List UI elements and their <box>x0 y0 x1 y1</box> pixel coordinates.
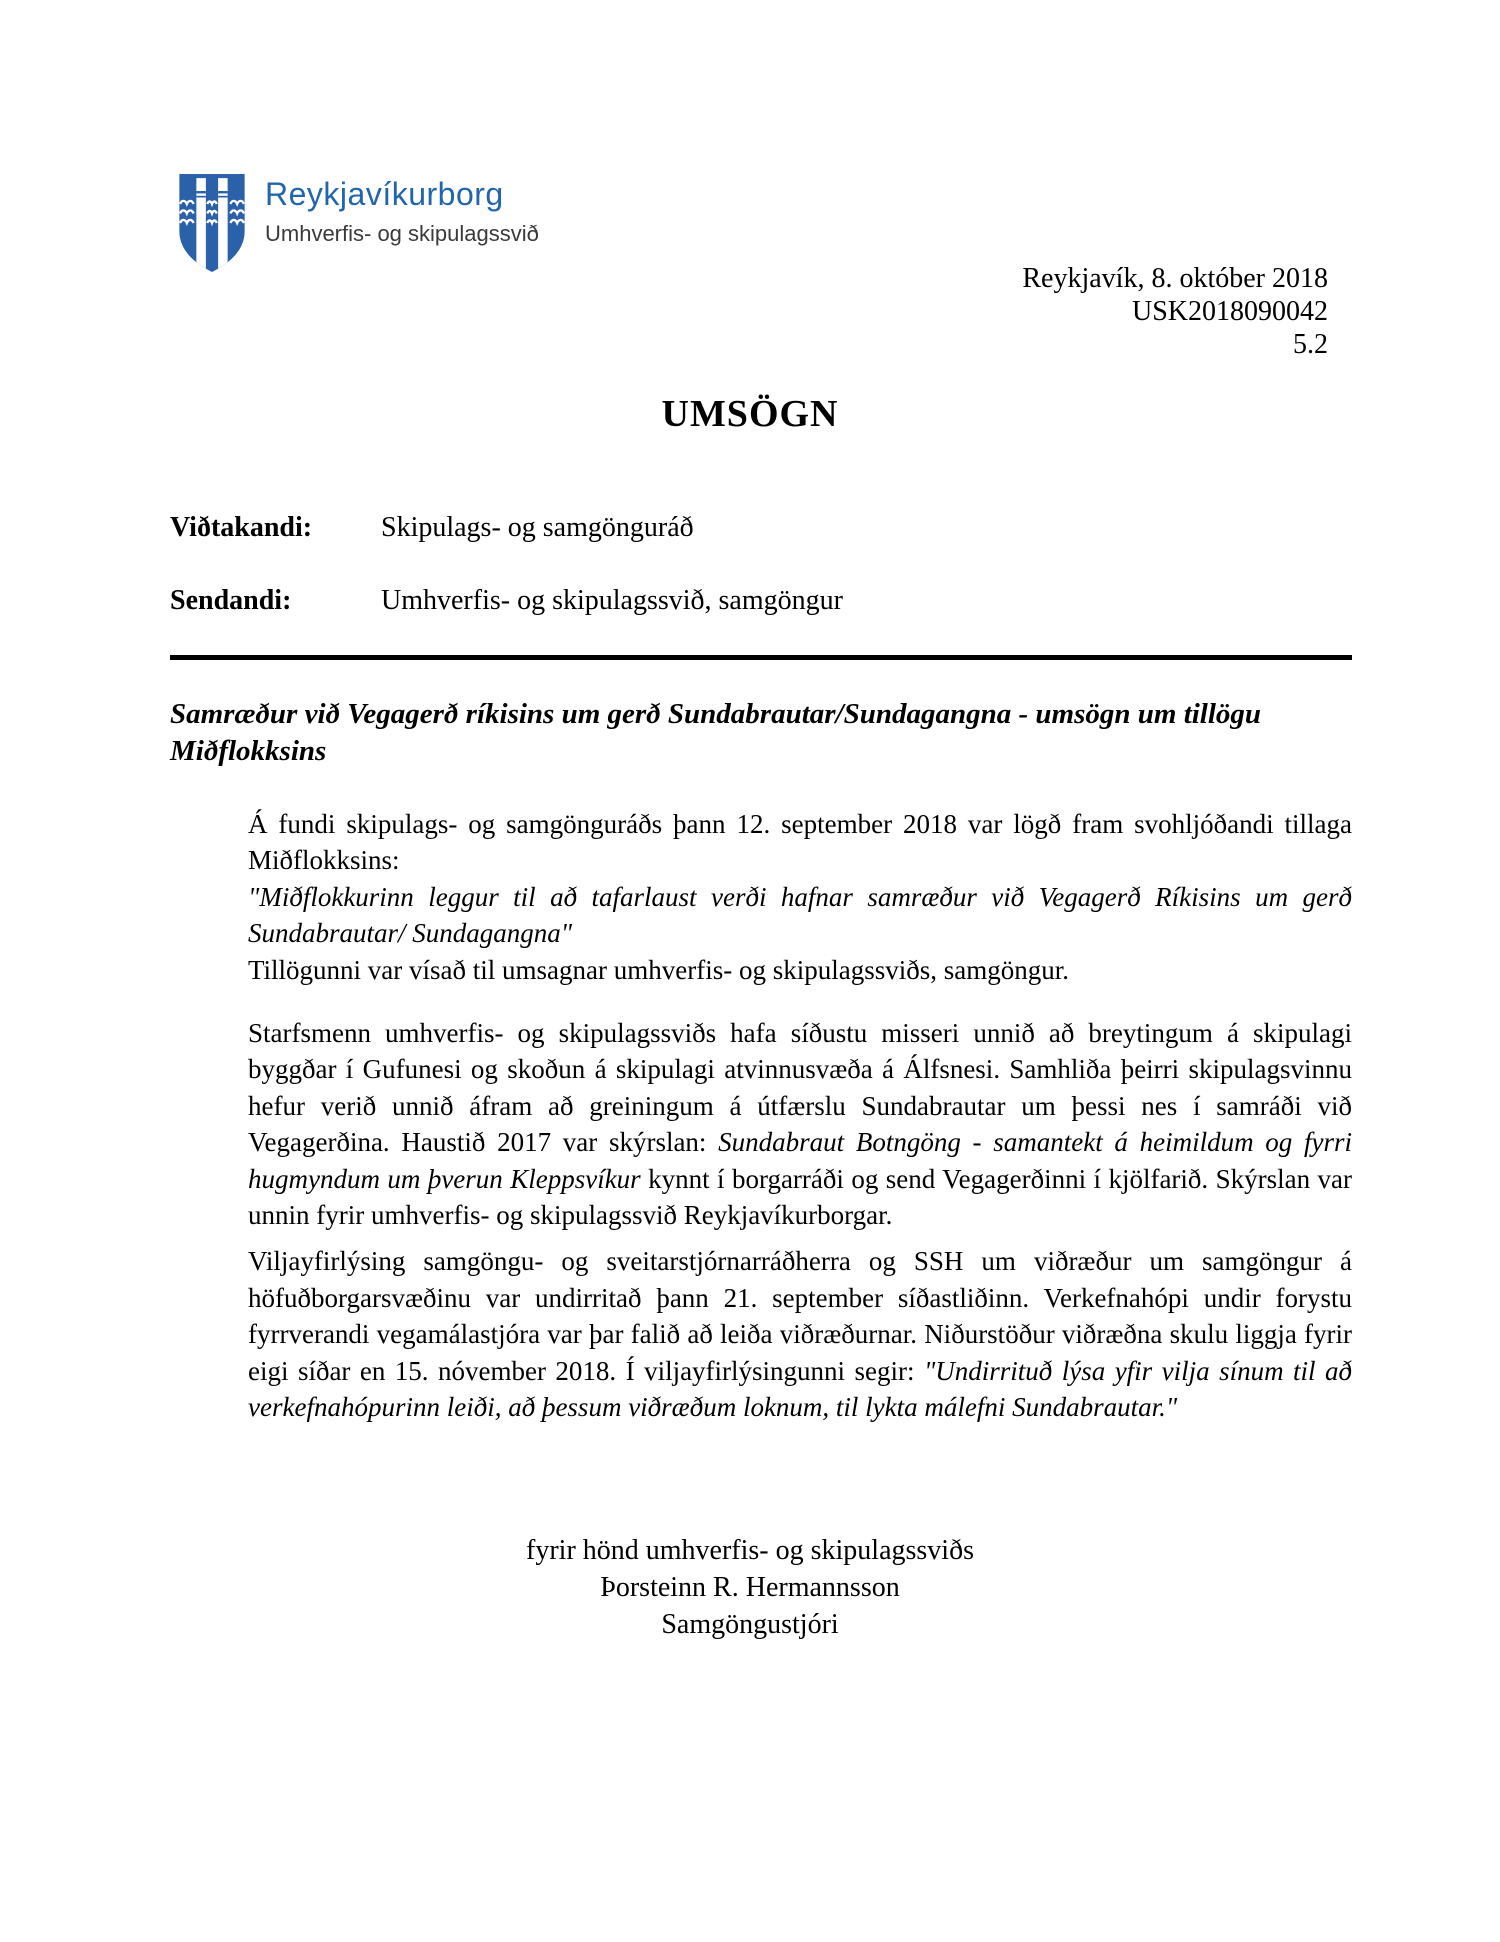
logo-department: Umhverfis- og skipulagssvið <box>265 221 539 246</box>
recipient-label: Viðtakandi: <box>170 512 313 543</box>
signature-on-behalf: fyrir hönd umhverfis- og skipulagssviðs <box>526 1535 974 1566</box>
logo-text <box>265 172 539 247</box>
paragraph-2 <box>248 1015 1352 1233</box>
sender-row <box>170 585 843 617</box>
paragraph-1-quote <box>248 879 1352 952</box>
paragraph-1-intro <box>248 806 1352 879</box>
divider-rule <box>170 655 1352 660</box>
paragraph-3-text: Viljayfirlýsing samgöngu- og sveitarstjórnarráðherra og SSH um viðræður um samgöngur á höfuðborgarsvæðinu var undirritað þann 21. september síðastliðinn. Verkefnahópi undir forystu fyrrverandi vegamálastjóra var þar falið að leiða viðræðurnar. Niðurstöður viðræðna skulu liggja fyrir eigi síðar en 15. nóvember 2018. Í viljayfirlýsingunni segir: <box>248 1246 1352 1386</box>
paragraph-1-quote-text: "Miðflokkurinn leggur til að tafarlaust verði hafnar samræður við Vegagerð Ríkisins um gerð Sundabrautar/ Sundagangna" <box>248 881 1352 949</box>
header-reference-block <box>1022 262 1328 361</box>
paragraph-2-report-title: Sundabraut Botngöng - samantekt á heimildum og fyrri hugmyndum um þverun Kleppsvíkur <box>248 1127 1352 1194</box>
signature-block <box>0 1532 1500 1643</box>
paragraph-2-text-2: kynnt í borgarráði og send Vegagerðinni í kjölfarið. Skýrslan var unnin fyrir umhverfis- og skipulagssvið Reykjavíkurborgar. <box>248 1163 1352 1231</box>
paragraph-2-text-1: Starfsmenn umhverfis- og skipulagssviðs hafa síðustu misseri unnið að breytingum á skipulagi byggðar í Gufunesi og skoðun á skipulagi atvinnusvæða á Álfsnesi. Samhliða þeirri skipulagsvinnu hefur verið unnið áfram að greiningum á útfærslu Sundabrautar um þessi nes í samráði við Vegagerðina. Haustið 2017 var skýrslan: <box>248 1018 1352 1158</box>
paragraph-3 <box>248 1243 1352 1425</box>
case-number: 5.2 <box>1293 329 1328 360</box>
paragraph-1-outro-text: Tillögunni var vísað til umsagnar umhverfis- og skipulagssviðs, samgöngur. <box>248 954 1069 985</box>
meta-block <box>170 512 843 658</box>
sender-label: Sendandi: <box>170 585 292 616</box>
paragraph-1-intro-text: Á fundi skipulags- og samgönguráðs þann 12. september 2018 var lögð fram svohljóðandi tillaga Miðflokksins: <box>248 809 1352 876</box>
place-date: Reykjavík, 8. október 2018 <box>1022 263 1328 294</box>
recipient-value: Skipulags- og samgönguráð <box>381 512 694 543</box>
logo-org-name: Reykjavíkurborg <box>265 176 504 212</box>
reference-number: USK2018090042 <box>1131 296 1328 327</box>
recipient-row <box>170 512 843 544</box>
logo <box>178 172 539 274</box>
reykjavik-coat-of-arms-icon <box>178 172 246 274</box>
subject-heading: Samræður við Vegagerð ríkisins um gerð Sundabrautar/Sundagangna - umsögn um tillögu Miðflokksins <box>170 698 1262 767</box>
signature-role: Samgöngustjóri <box>661 1609 839 1640</box>
paragraph-1-outro <box>248 952 1352 988</box>
paragraph-3-quote: "Undirrituð lýsa yfir vilja sínum til að verkefnahópurinn leiði, að þessum viðræðum loknum, til lykta málefni Sundabrautar." <box>248 1355 1352 1423</box>
document-title: UMSÖGN <box>661 393 839 435</box>
sender-value: Umhverfis- og skipulagssvið, samgöngur <box>381 585 843 616</box>
signature-name: Þorsteinn R. Hermannsson <box>600 1572 900 1603</box>
body-text <box>248 806 1352 1426</box>
